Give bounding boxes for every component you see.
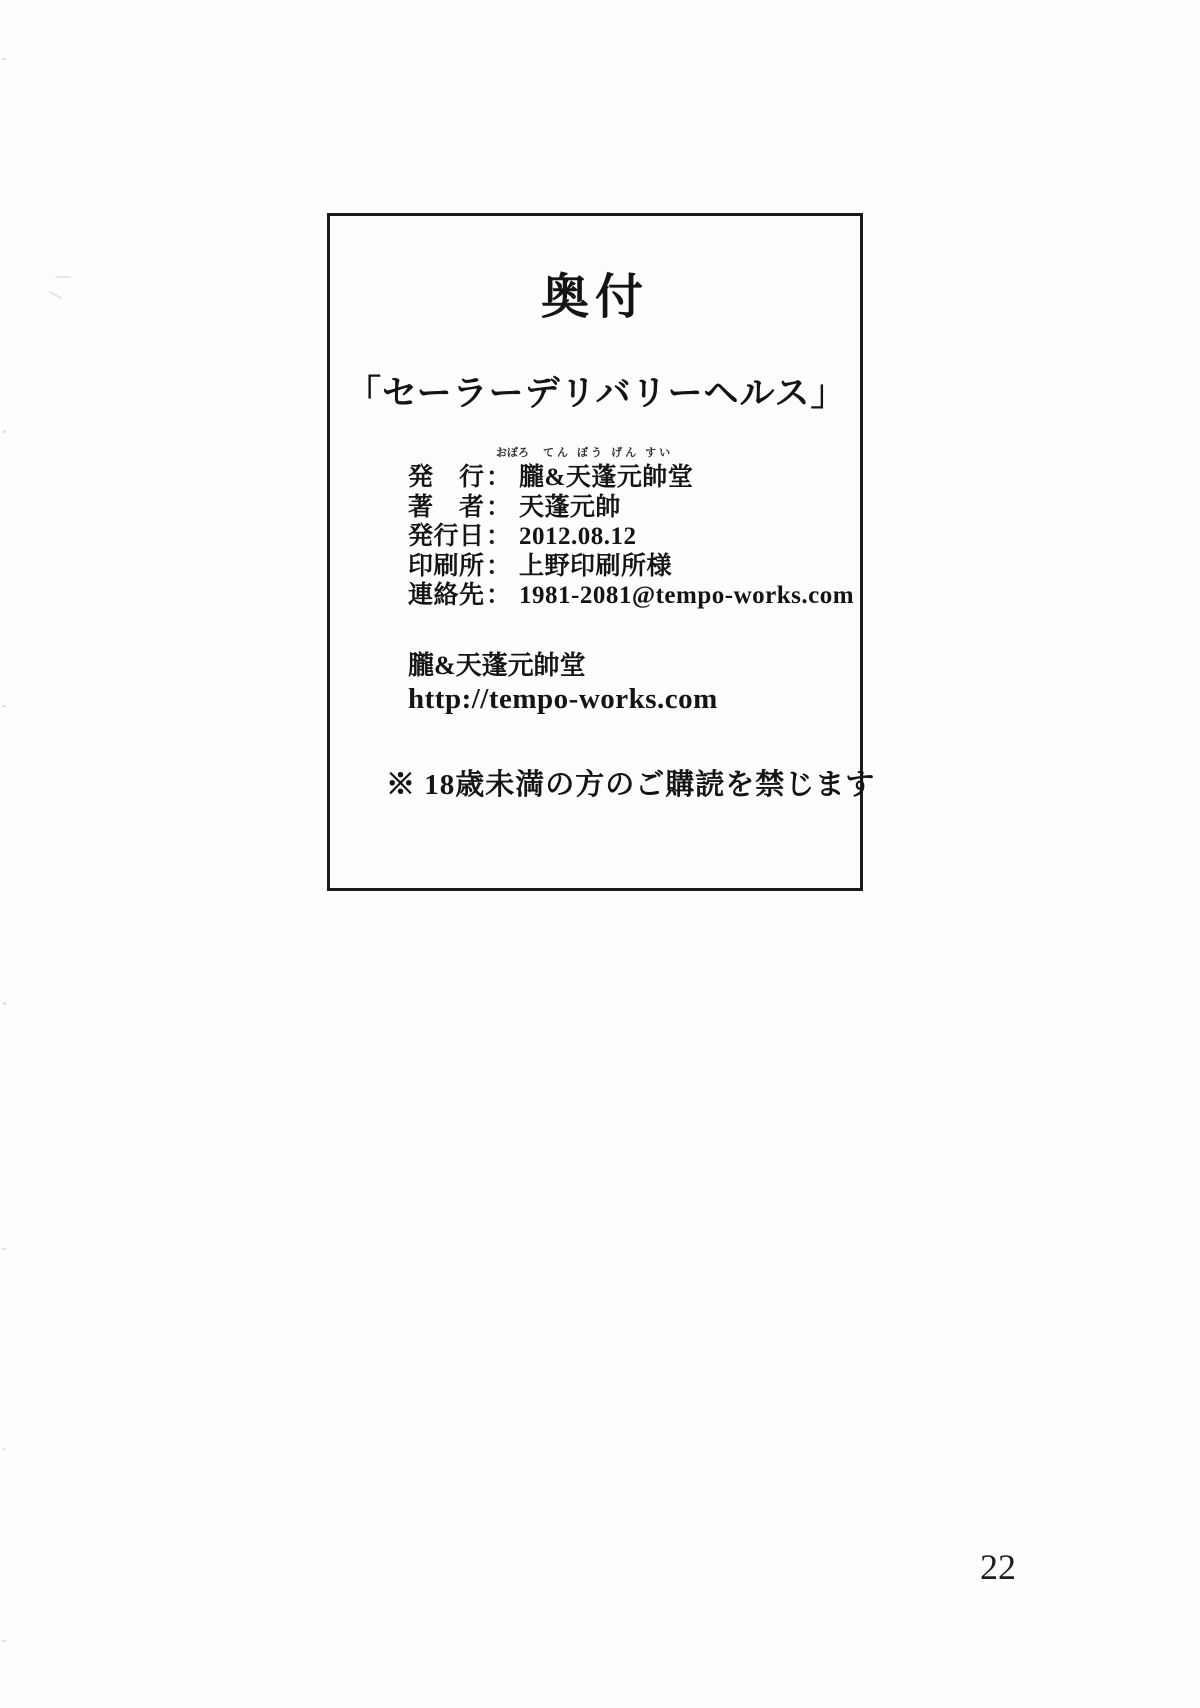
row-colon: ： <box>486 523 512 550</box>
scan-artifact <box>3 1002 6 1005</box>
row-label: 連絡先 <box>408 582 484 609</box>
book-title: 「セーラーデリバリーヘルス」 <box>346 374 847 413</box>
age-disclaimer: ※ 18歳未満の方のご購読を禁じます <box>386 769 876 801</box>
furigana-oboro: おぼろ <box>496 447 529 459</box>
row-label: 発行日 <box>408 523 484 550</box>
scan-artifact <box>2 1640 6 1642</box>
circle-block <box>408 650 718 716</box>
scan-artifact <box>55 276 71 278</box>
row-value: 上野印刷所様 <box>519 552 673 580</box>
publication-info <box>408 463 854 611</box>
row-colon: ： <box>486 552 512 580</box>
row-value: 1981-2081@tempo-works.com <box>519 582 855 609</box>
colophon-box <box>327 213 876 891</box>
colophon-heading: 奥付 <box>540 271 649 324</box>
row-label: 著者 <box>408 493 484 521</box>
scan-artifact <box>48 291 62 300</box>
publisher-row <box>408 463 854 493</box>
furigana-line <box>496 444 673 460</box>
row-value: 朧&天蓬元帥堂 <box>519 464 694 491</box>
scan-artifact <box>2 1248 6 1250</box>
row-label: 印刷所 <box>408 552 484 580</box>
scan-artifact <box>3 1448 6 1450</box>
row-colon: ： <box>486 493 512 521</box>
publish-date-row <box>408 522 854 552</box>
circle-name: 朧&天蓬元帥堂 <box>408 651 586 680</box>
page-number: 22 <box>980 1547 1016 1587</box>
furigana-tenpou-gensui: てん ぼう げん すい <box>543 447 674 459</box>
website-url: http://tempo-works.com <box>408 683 718 715</box>
printer-row <box>408 552 854 582</box>
row-colon: ： <box>486 582 512 609</box>
scan-artifact <box>2 58 6 60</box>
row-label: 発行 <box>408 464 484 491</box>
scan-artifact <box>2 705 6 707</box>
row-colon: ： <box>486 464 512 491</box>
row-value: 2012.08.12 <box>519 523 637 550</box>
contact-row <box>408 581 854 611</box>
row-value: 天蓬元帥 <box>519 493 622 521</box>
author-row <box>408 493 854 523</box>
scan-artifact <box>3 430 6 433</box>
